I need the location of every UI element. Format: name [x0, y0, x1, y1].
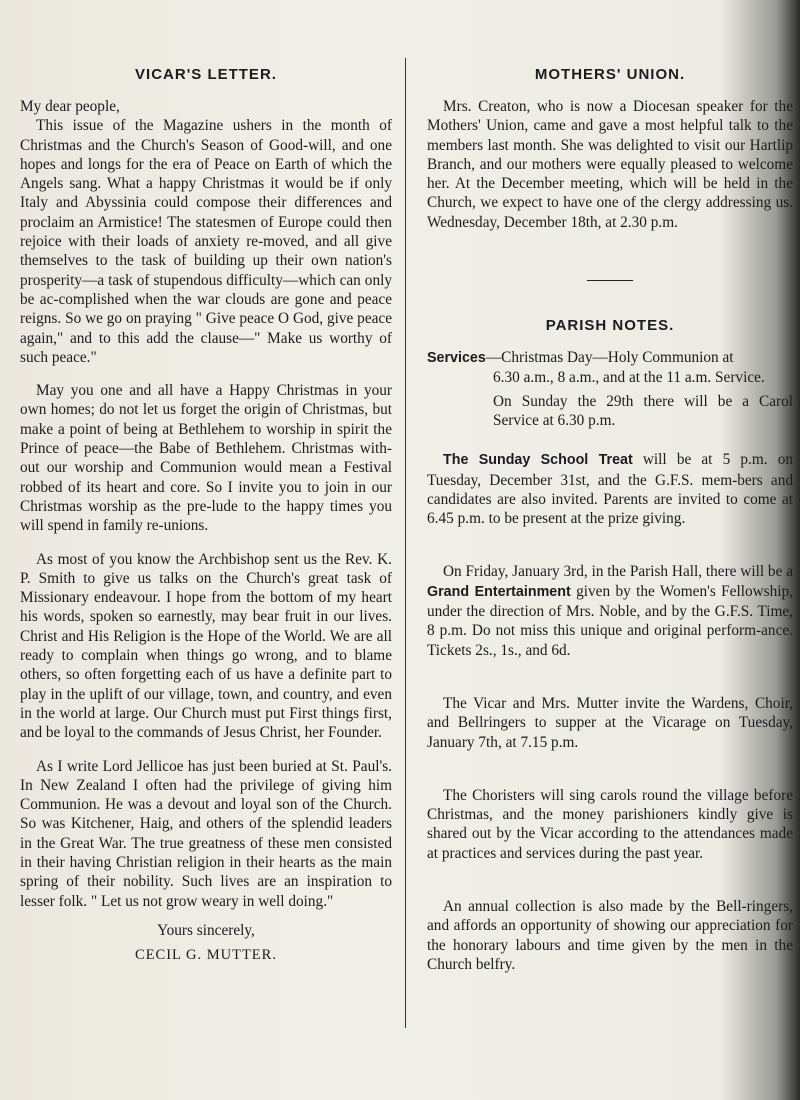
bellringers-note: An annual collection is also made by the Bell-ringers, and affords an opportunity of showing our appreciation for the honorary labours and time given by the men in the Church belfry. [427, 898, 793, 973]
mothers-union-heading: MOTHERS' UNION. [534, 66, 686, 83]
entertainment-pre: On Friday, January 3rd, in the Parish Hall, there will be a [443, 563, 793, 581]
supper-note: The Vicar and Mrs. Mutter invite the Wardens, Choir, and Bellringers to supper at the Vicarage on Tuesday, January 7th, at 7.15 p.m. [427, 694, 793, 751]
letter-closing: Yours sincerely, [157, 921, 255, 939]
services-continuation: 6.30 a.m., 8 a.m., and at the 11 a.m. Service. [493, 369, 765, 387]
entertainment-note [427, 562, 793, 659]
services-note [427, 348, 793, 368]
vicars-letter-heading: VICAR'S LETTER. [135, 66, 277, 83]
sunday-school-treat-text: will be at 5 p.m. on Tuesday, December 31st, and the G.F.S. mem-bers and candidates are also invited. Parents are invited to come at 6.45 p.m. to be present at the prize giving. [427, 451, 793, 528]
parish-notes-heading: PARISH NOTES. [545, 317, 675, 335]
letter-paragraph-3: As most of you know the Archbishop sent us the Rev. K. P. Smith to give us talks on the Church's great task of Missionary endeavour. I hope from the bottom of my heart his words, spoken so earnestly, may bear fruit in our lives. Christ and His Religion is the Hope of the World. We are all ready to complain when things go wrong, and to blame others, so often forgetting each of us have a definite part to play in the uplift of our village, town, and country, and even in the world at large. Our Church must put First things first, and be loyal to the commands of Jesus Christ, her Founder. [20, 550, 392, 742]
entertainment-post: given by the Women's Fellowship, under the direction of Mrs. Noble, and by the G.F.S. Time, 8 p.m. Do not miss this unique and original perform-ance. Tickets 2s., 1s., and 6d. [427, 582, 793, 659]
letter-paragraph-2: May you one and all have a Happy Christmas in your own homes; do not let us forget the origin of Christmas, but make a point of being at Bethlehem to worship in spirit the Prince of peace—the Babe of Bethlehem. Christmas with-out our worship and Communion would mean a Festival robbed of its heart and core. So I invite you to join in our Christmas worship as the pre-lude to the happy times you will spend in family re-unions. [20, 382, 392, 535]
services-label: Services [427, 350, 486, 367]
vicars-letter-column [20, 62, 392, 965]
sunday-school-treat-label: The Sunday School Treat [443, 452, 633, 469]
column-divider [405, 58, 406, 1028]
letter-signature: CECIL G. MUTTER. [135, 947, 277, 964]
entertainment-label: Grand Entertainment [427, 583, 571, 600]
letter-paragraph-1: This issue of the Magazine ushers in the month of Christmas and the Church's Season of Good-will, and one hopes and longs for the era of Peace on Earth of which the Angels sang. What a happy Christmas it would be if only Italy and Abyssinia could compose their differences and proclaim an Armistice! The statesmen of Europe could then rejoice with their loads of anxiety re-moved, and all give themselves to the task of building up their own nation's prosperity—a task of stupendous difficulty—which can only be ac-complished when the war clouds are gone and peace reigns. So we go on praying " Give peace O God, give peace again," and to this add the clause—" Make us worthy of such peace." [20, 117, 392, 366]
choristers-note: The Choristers will sing carols round the village before Christmas, and the money parishioners kindly give is shared out by the Vicar according to the attendances made at practices and services during the past year. [427, 786, 793, 862]
mothers-union-paragraph: Mrs. Creaton, who is now a Diocesan speaker for the Mothers' Union, came and gave a most helpful talk to the members last month. She was delighted to visit our Hartlip Branch, and our mothers were equally pleased to welcome her. At the December meeting, which will be held in the Church, we expect to have one of the clergy addressing us. Wednesday, December 18th, at 2.30 p.m. [427, 98, 793, 231]
sunday-school-treat-note [427, 450, 793, 528]
services-text: —Christmas Day—Holy Communion at [485, 349, 734, 367]
letter-paragraph-4: As I write Lord Jellicoe has just been buried at St. Paul's. In New Zealand I often had the privilege of giving him Communion. He was a devout and loyal son of the Church. So was Kitchener, Haig, and others of the splendid leaders in the Great War. The true greatness of these men consisted in their having Christian religion in their hearts as the main spring of their nobility. Such lives are an inspiration to lesser folk. " Let us not grow weary in well doing." [20, 757, 392, 910]
services-sunday: On Sunday the 29th there will be a Carol Service at 6.30 p.m. [493, 392, 793, 429]
salutation: My dear people, [20, 98, 120, 115]
section-rule [587, 280, 633, 281]
right-column [427, 62, 793, 974]
